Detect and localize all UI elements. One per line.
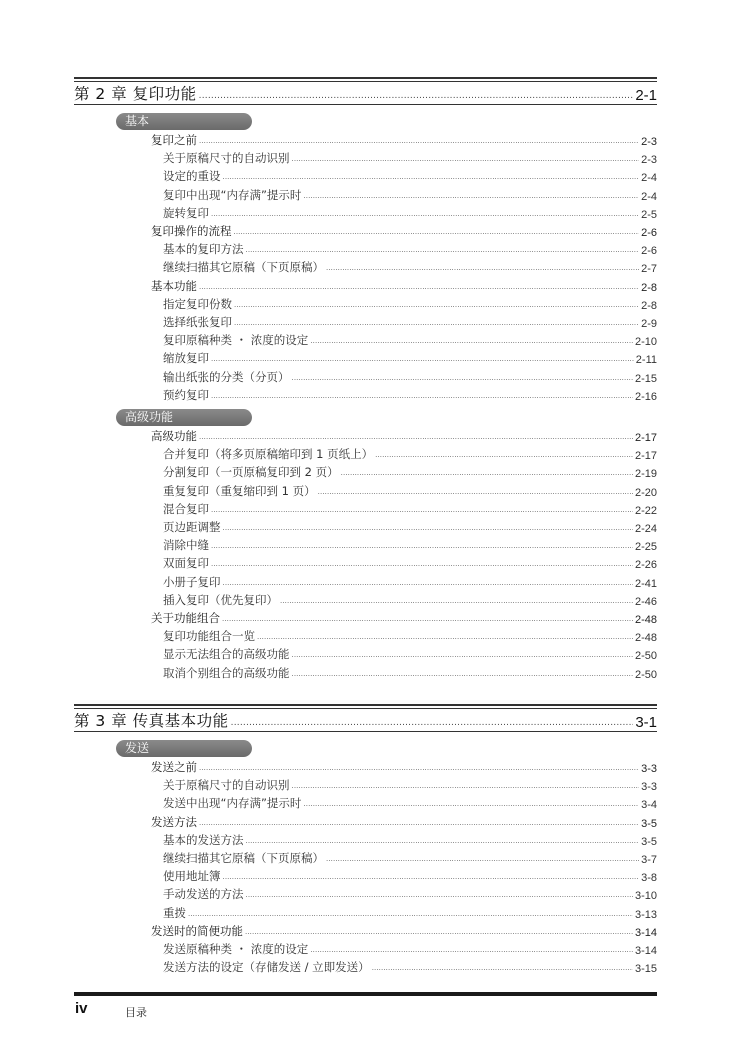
toc-entry-text: 旋转复印 [163, 205, 209, 220]
toc-entry[interactable] [163, 312, 657, 330]
toc-entry[interactable] [163, 462, 657, 480]
leader-dots [292, 375, 633, 382]
leader-dots [246, 892, 633, 899]
leader-dots [199, 820, 639, 827]
toc-entry-text: 基本的复印方法 [163, 242, 244, 257]
toc-entry-text: 继续扫描其它原稿（下页原稿） [163, 851, 324, 865]
toc-entry-page: 3-3 [641, 763, 657, 775]
toc-entry[interactable] [151, 608, 657, 626]
leader-dots [223, 174, 640, 181]
leader-dots [211, 507, 633, 514]
leader-dots [310, 338, 633, 345]
chapter-title: 第 2 章 复印功能 [74, 85, 197, 103]
toc-entry[interactable] [163, 572, 657, 590]
leader-dots [326, 856, 639, 863]
toc-entry-page: 2-26 [634, 559, 657, 572]
section-label: 发送 [116, 740, 252, 757]
toc-entry[interactable] [163, 626, 657, 644]
toc-entry-text: 取消个别组合的高级功能 [163, 665, 290, 680]
toc-entry[interactable] [163, 884, 657, 902]
toc-entry-text: 预约复印 [163, 387, 209, 402]
leader-dots [280, 598, 633, 605]
toc-entry-text: 复印之前 [151, 133, 197, 147]
toc-entry[interactable] [163, 185, 657, 203]
toc-entry-page: 2-3 [641, 136, 657, 148]
leader-dots [223, 580, 633, 587]
toc-entry-page: 2-25 [634, 541, 657, 554]
leader-dots [211, 561, 633, 568]
toc-entry[interactable] [163, 166, 657, 184]
toc-entry-page: 2-20 [634, 486, 657, 499]
toc-entry[interactable] [163, 444, 657, 462]
toc-entry-page: 3-13 [634, 908, 657, 921]
leader-dots [199, 434, 633, 441]
leader-dots [326, 265, 639, 272]
toc-entry-text: 输出纸张的分类（分页） [163, 369, 290, 384]
toc-entry-page: 3-14 [634, 926, 657, 939]
leader-dots [223, 874, 640, 881]
toc-entry-text: 发送方法的设定（存储发送 / 立即发送） [163, 960, 370, 975]
leader-dots [341, 470, 633, 477]
toc-entry-text: 合并复印（将多页原稿缩印到 1 页纸上） [163, 447, 374, 462]
toc-entry-text: 复印操作的流程 [151, 224, 232, 238]
toc-entry[interactable] [163, 148, 657, 166]
leader-dots [245, 929, 633, 936]
toc-entry-text: 关于功能组合 [151, 611, 220, 625]
toc-entry[interactable] [163, 481, 657, 499]
section-label: 高级功能 [116, 409, 252, 426]
footer-label: 目录 [125, 1006, 147, 1019]
toc-entry[interactable] [163, 793, 657, 811]
toc-entry-page: 2-50 [634, 668, 657, 681]
leader-dots [372, 965, 633, 972]
toc-entry-page: 3-15 [634, 963, 657, 976]
leader-dots [211, 543, 633, 550]
leader-dots [292, 156, 640, 163]
toc-entry-text: 手动发送的方法 [163, 887, 244, 902]
leader-dots [246, 247, 640, 254]
toc-entry-page: 2-48 [634, 614, 657, 626]
toc-entry-page: 2-7 [641, 263, 657, 276]
toc-entry-page: 2-16 [634, 390, 657, 403]
toc-entry-text: 发送中出现“内存满”提示时 [163, 796, 302, 811]
toc-entry-text: 重复复印（重复缩印到 1 页） [163, 483, 316, 498]
toc-entry[interactable] [163, 294, 657, 312]
toc-entry-text: 缩放复印 [163, 351, 209, 366]
toc-entry[interactable] [151, 130, 657, 148]
toc-entry[interactable] [151, 757, 657, 775]
footer-rule [74, 992, 657, 996]
toc-entry-page: 3-4 [641, 799, 657, 812]
toc-entry-text: 插入复印（优先复印） [163, 592, 278, 607]
toc-entry-page: 2-6 [641, 245, 657, 258]
leader-dots [211, 356, 634, 363]
toc-entry-text: 页边距调整 [163, 520, 221, 534]
toc-entry-page: 2-6 [641, 227, 657, 239]
toc-entry[interactable] [151, 812, 657, 830]
toc-entry-page: 2-8 [641, 299, 657, 312]
leader-dots [234, 320, 639, 327]
leader-dots [246, 838, 640, 845]
leader-dots [234, 302, 639, 309]
toc-entry[interactable] [163, 257, 657, 275]
leader-dots [318, 489, 633, 496]
toc-entry[interactable] [163, 239, 657, 257]
toc-entry-page: 2-5 [641, 208, 657, 221]
toc-entry-page: 2-15 [634, 372, 657, 385]
toc-entry[interactable] [163, 348, 657, 366]
chapter-heading[interactable] [74, 82, 657, 104]
toc-entry-page: 2-8 [641, 281, 657, 294]
toc-entry-page: 3-7 [641, 854, 657, 866]
toc-entry-text: 发送方法 [151, 814, 197, 829]
toc-entry[interactable] [163, 848, 657, 866]
toc-entry-page: 3-14 [634, 945, 657, 957]
leader-dots [257, 634, 633, 641]
toc-entry[interactable] [151, 221, 657, 239]
toc-entry-text: 发送之前 [151, 760, 197, 774]
toc-entry-page: 2-3 [641, 154, 657, 167]
toc-entry-text: 关于原稿尺寸的自动识别 [163, 151, 290, 166]
toc-entry-page: 2-19 [634, 468, 657, 481]
toc-entry-text: 发送原稿种类 ・ 浓度的设定 [163, 942, 309, 956]
toc-entry[interactable] [163, 903, 657, 921]
chapter-rule [74, 77, 657, 79]
toc-entry-text: 显示无法组合的高级功能 [163, 647, 290, 662]
toc-entry-page: 2-4 [641, 190, 657, 203]
toc-entry-page: 2-10 [634, 336, 657, 349]
toc-entry[interactable] [163, 590, 657, 608]
leader-dots [310, 947, 633, 954]
toc-entry[interactable] [163, 517, 657, 535]
toc-entry[interactable] [163, 499, 657, 517]
leader-dots [303, 801, 639, 808]
chapter-page: 2-1 [635, 87, 657, 104]
leader-dots [303, 193, 639, 200]
toc-entry[interactable] [163, 939, 657, 957]
toc-entry-text: 小册子复印 [163, 574, 221, 589]
toc-entry-page: 3-10 [634, 890, 657, 903]
toc-entry[interactable] [151, 426, 657, 444]
toc-entry-text: 复印中出现“内存满”提示时 [163, 187, 302, 202]
toc-entry[interactable] [163, 775, 657, 793]
toc-entry-page: 2-9 [641, 318, 657, 330]
leader-dots [211, 211, 639, 218]
leader-dots [292, 783, 640, 790]
toc-entry-page: 2-41 [634, 577, 657, 590]
toc-entry-text: 基本功能 [151, 278, 197, 293]
leader-dots [222, 616, 633, 623]
toc-entry-page: 2-11 [635, 354, 657, 367]
section-label: 基本 [116, 113, 252, 130]
leader-dots [231, 719, 634, 728]
toc-entry-text: 双面复印 [163, 556, 209, 571]
toc-entry-page: 2-46 [634, 595, 657, 608]
toc-entry-page: 2-22 [634, 504, 657, 517]
toc-entry[interactable] [151, 276, 657, 294]
toc-entry[interactable] [163, 553, 657, 571]
leader-dots [211, 393, 633, 400]
toc-entry-text: 重拨 [163, 905, 186, 920]
toc-entry-text: 复印功能组合一览 [163, 629, 255, 644]
leader-dots [199, 765, 639, 772]
toc-entry-page: 2-24 [634, 523, 657, 535]
leader-dots [375, 452, 633, 459]
toc-entry-page: 3-3 [641, 781, 657, 794]
chapter-underline [74, 104, 657, 105]
chapter-rule [74, 704, 657, 706]
toc-entry-page: 3-8 [641, 872, 657, 885]
toc-entry-page: 3-5 [641, 817, 657, 830]
leader-dots [292, 652, 633, 659]
toc-entry-text: 关于原稿尺寸的自动识别 [163, 778, 290, 793]
toc-entry-page: 2-50 [634, 650, 657, 663]
toc-entry[interactable] [163, 385, 657, 403]
chapter-heading[interactable] [74, 709, 657, 731]
footer-page-number: iv [75, 1000, 88, 1017]
chapter-page: 3-1 [635, 714, 657, 731]
toc-entry-page: 2-48 [634, 632, 657, 645]
toc-entry-text: 基本的发送方法 [163, 832, 244, 847]
toc-entry-text: 使用地址簿 [163, 869, 221, 884]
chapter-title: 第 3 章 传真基本功能 [74, 712, 229, 730]
toc-entry-text: 分割复印（一页原稿复印到 2 页） [163, 465, 339, 480]
toc-entry-page: 2-4 [641, 172, 657, 185]
toc-entry-page: 3-5 [641, 835, 657, 848]
leader-dots [234, 229, 640, 236]
toc-entry[interactable] [163, 866, 657, 884]
toc-entry[interactable] [163, 330, 657, 348]
leader-dots [223, 525, 633, 532]
leader-dots [292, 671, 633, 678]
toc-entry-page: 2-17 [634, 432, 657, 444]
toc-entry[interactable] [163, 644, 657, 662]
toc-entry-text: 指定复印份数 [163, 296, 232, 311]
leader-dots [199, 284, 639, 291]
toc-entry[interactable] [163, 535, 657, 553]
toc-entry-text: 高级功能 [151, 429, 197, 443]
toc-entry-text: 复印原稿种类 ・ 浓度的设定 [163, 333, 309, 348]
toc-entry[interactable] [163, 830, 657, 848]
toc-entry-text: 消除中缝 [163, 538, 209, 553]
toc-entry[interactable] [163, 663, 657, 681]
toc-entry-text: 选择纸张复印 [163, 315, 232, 329]
toc-entry[interactable] [151, 921, 657, 939]
leader-dots [199, 138, 639, 145]
leader-dots [188, 911, 633, 918]
leader-dots [199, 92, 634, 101]
toc-entry[interactable] [163, 957, 657, 975]
toc-entry-page: 2-17 [634, 450, 657, 463]
toc-entry[interactable] [163, 203, 657, 221]
toc-entry-text: 混合复印 [163, 501, 209, 516]
chapter-underline [74, 731, 657, 732]
toc-entry[interactable] [163, 367, 657, 385]
toc-entry-text: 发送时的简便功能 [151, 923, 243, 938]
toc-entry-text: 继续扫描其它原稿（下页原稿） [163, 260, 324, 275]
toc-entry-text: 设定的重设 [163, 169, 221, 184]
